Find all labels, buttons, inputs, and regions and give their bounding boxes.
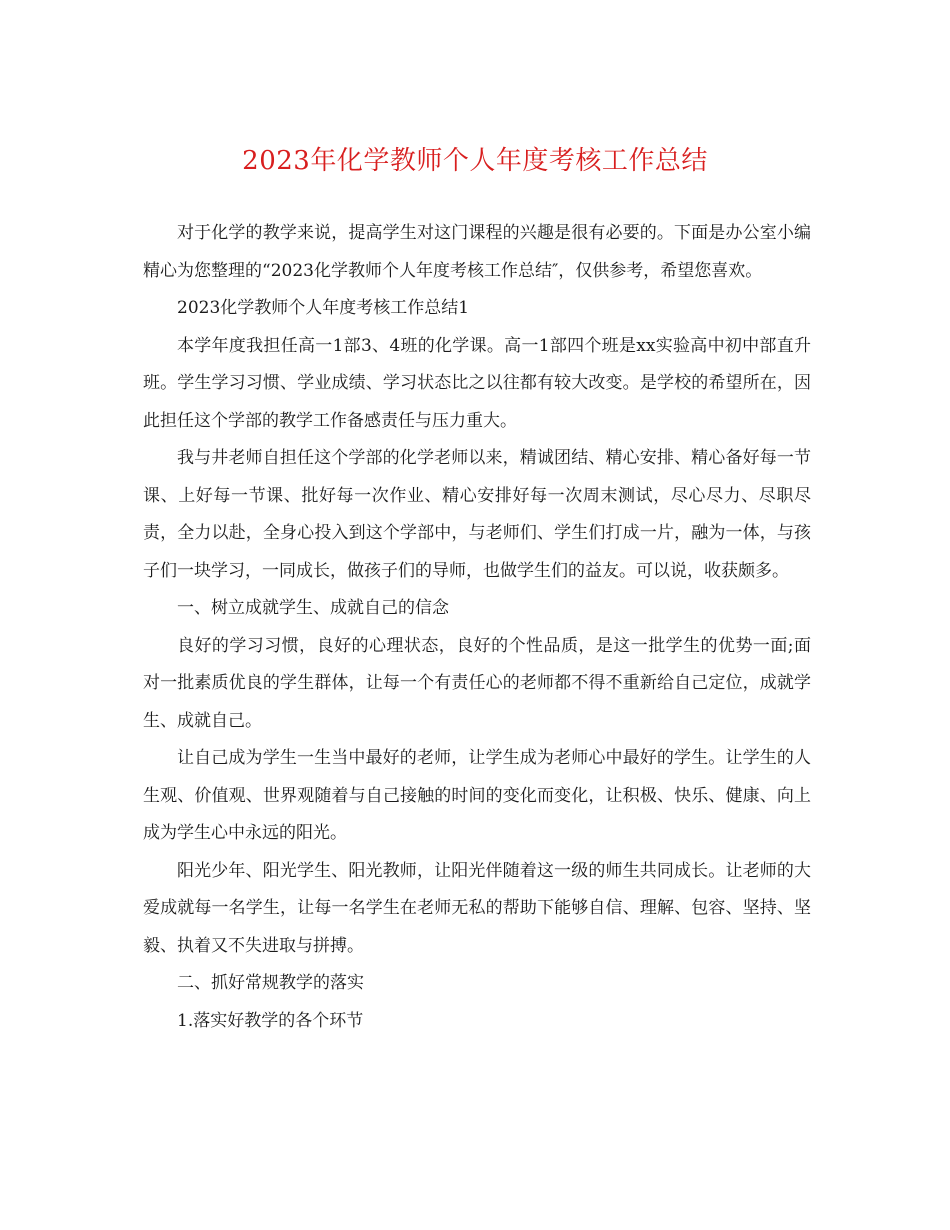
body-paragraph: 让自己成为学生一生当中最好的老师，让学生成为老师心中最好的学生。让学生的人生观、价值观、世界观随着与自己接触的时间的变化而变化，让积极、快乐、健康、向上成为学生心中永远的阳光。 [143, 748, 811, 843]
subsection-heading-1: 1.落实好教学的各个环节 [177, 1010, 364, 1031]
intro-paragraph: 对于化学的教学来说，提高学生对这门课程的兴趣是很有必要的。下面是办公室小编精心为您整理的“2023化学教师个人年度考核工作总结″，仅供参考，希望您喜欢。 [143, 223, 811, 281]
body-paragraph: 良好的学习习惯，良好的心理状态，良好的个性品质，是这一批学生的优势一面;面对一批素质优良的学生群体，让每一个有责任心的老师都不得不重新给自己定位，成就学生、成就自己。 [143, 635, 811, 731]
section-heading-2: 二、抓好常规教学的落实 [177, 973, 364, 993]
body-paragraph: 本学年度我担任高一1部3、4班的化学课。高一1部四个班是xx实验高中初中部直升班。学生学习习惯、学业成绩、学习状态比之以往都有较大改变。是学校的希望所在，因此担任这个学部的教学工作备感责任与压力重大。 [143, 335, 811, 431]
body-paragraph: 我与井老师自担任这个学部的化学老师以来，精诚团结、精心安排、精心备好每一节课、上好每一节课、批好每一次作业、精心安排好每一次周末测试，尽心尽力、尽职尽责，全力以赴，全身心投入到这个学部中，与老师们、学生们打成一片，融为一体，与孩子们一块学习，一同成长，做孩子们的导师，也做学生们的益友。可以说，收获颇多。 [143, 448, 811, 581]
section-heading-1: 一、树立成就学生、成就自己的信念 [177, 598, 449, 618]
document-body [143, 215, 811, 1040]
section-heading-summary-1: 2023化学教师个人年度考核工作总结1 [177, 298, 470, 318]
body-paragraph: 阳光少年、阳光学生、阳光教师，让阳光伴随着这一级的师生共同成长。让老师的大爱成就每一名学生，让每一名学生在老师无私的帮助下能够自信、理解、包容、坚持、坚毅、执着又不失进取与拼搏。 [143, 860, 811, 956]
document-title: 2023年化学教师个人年度考核工作总结 [242, 146, 708, 176]
